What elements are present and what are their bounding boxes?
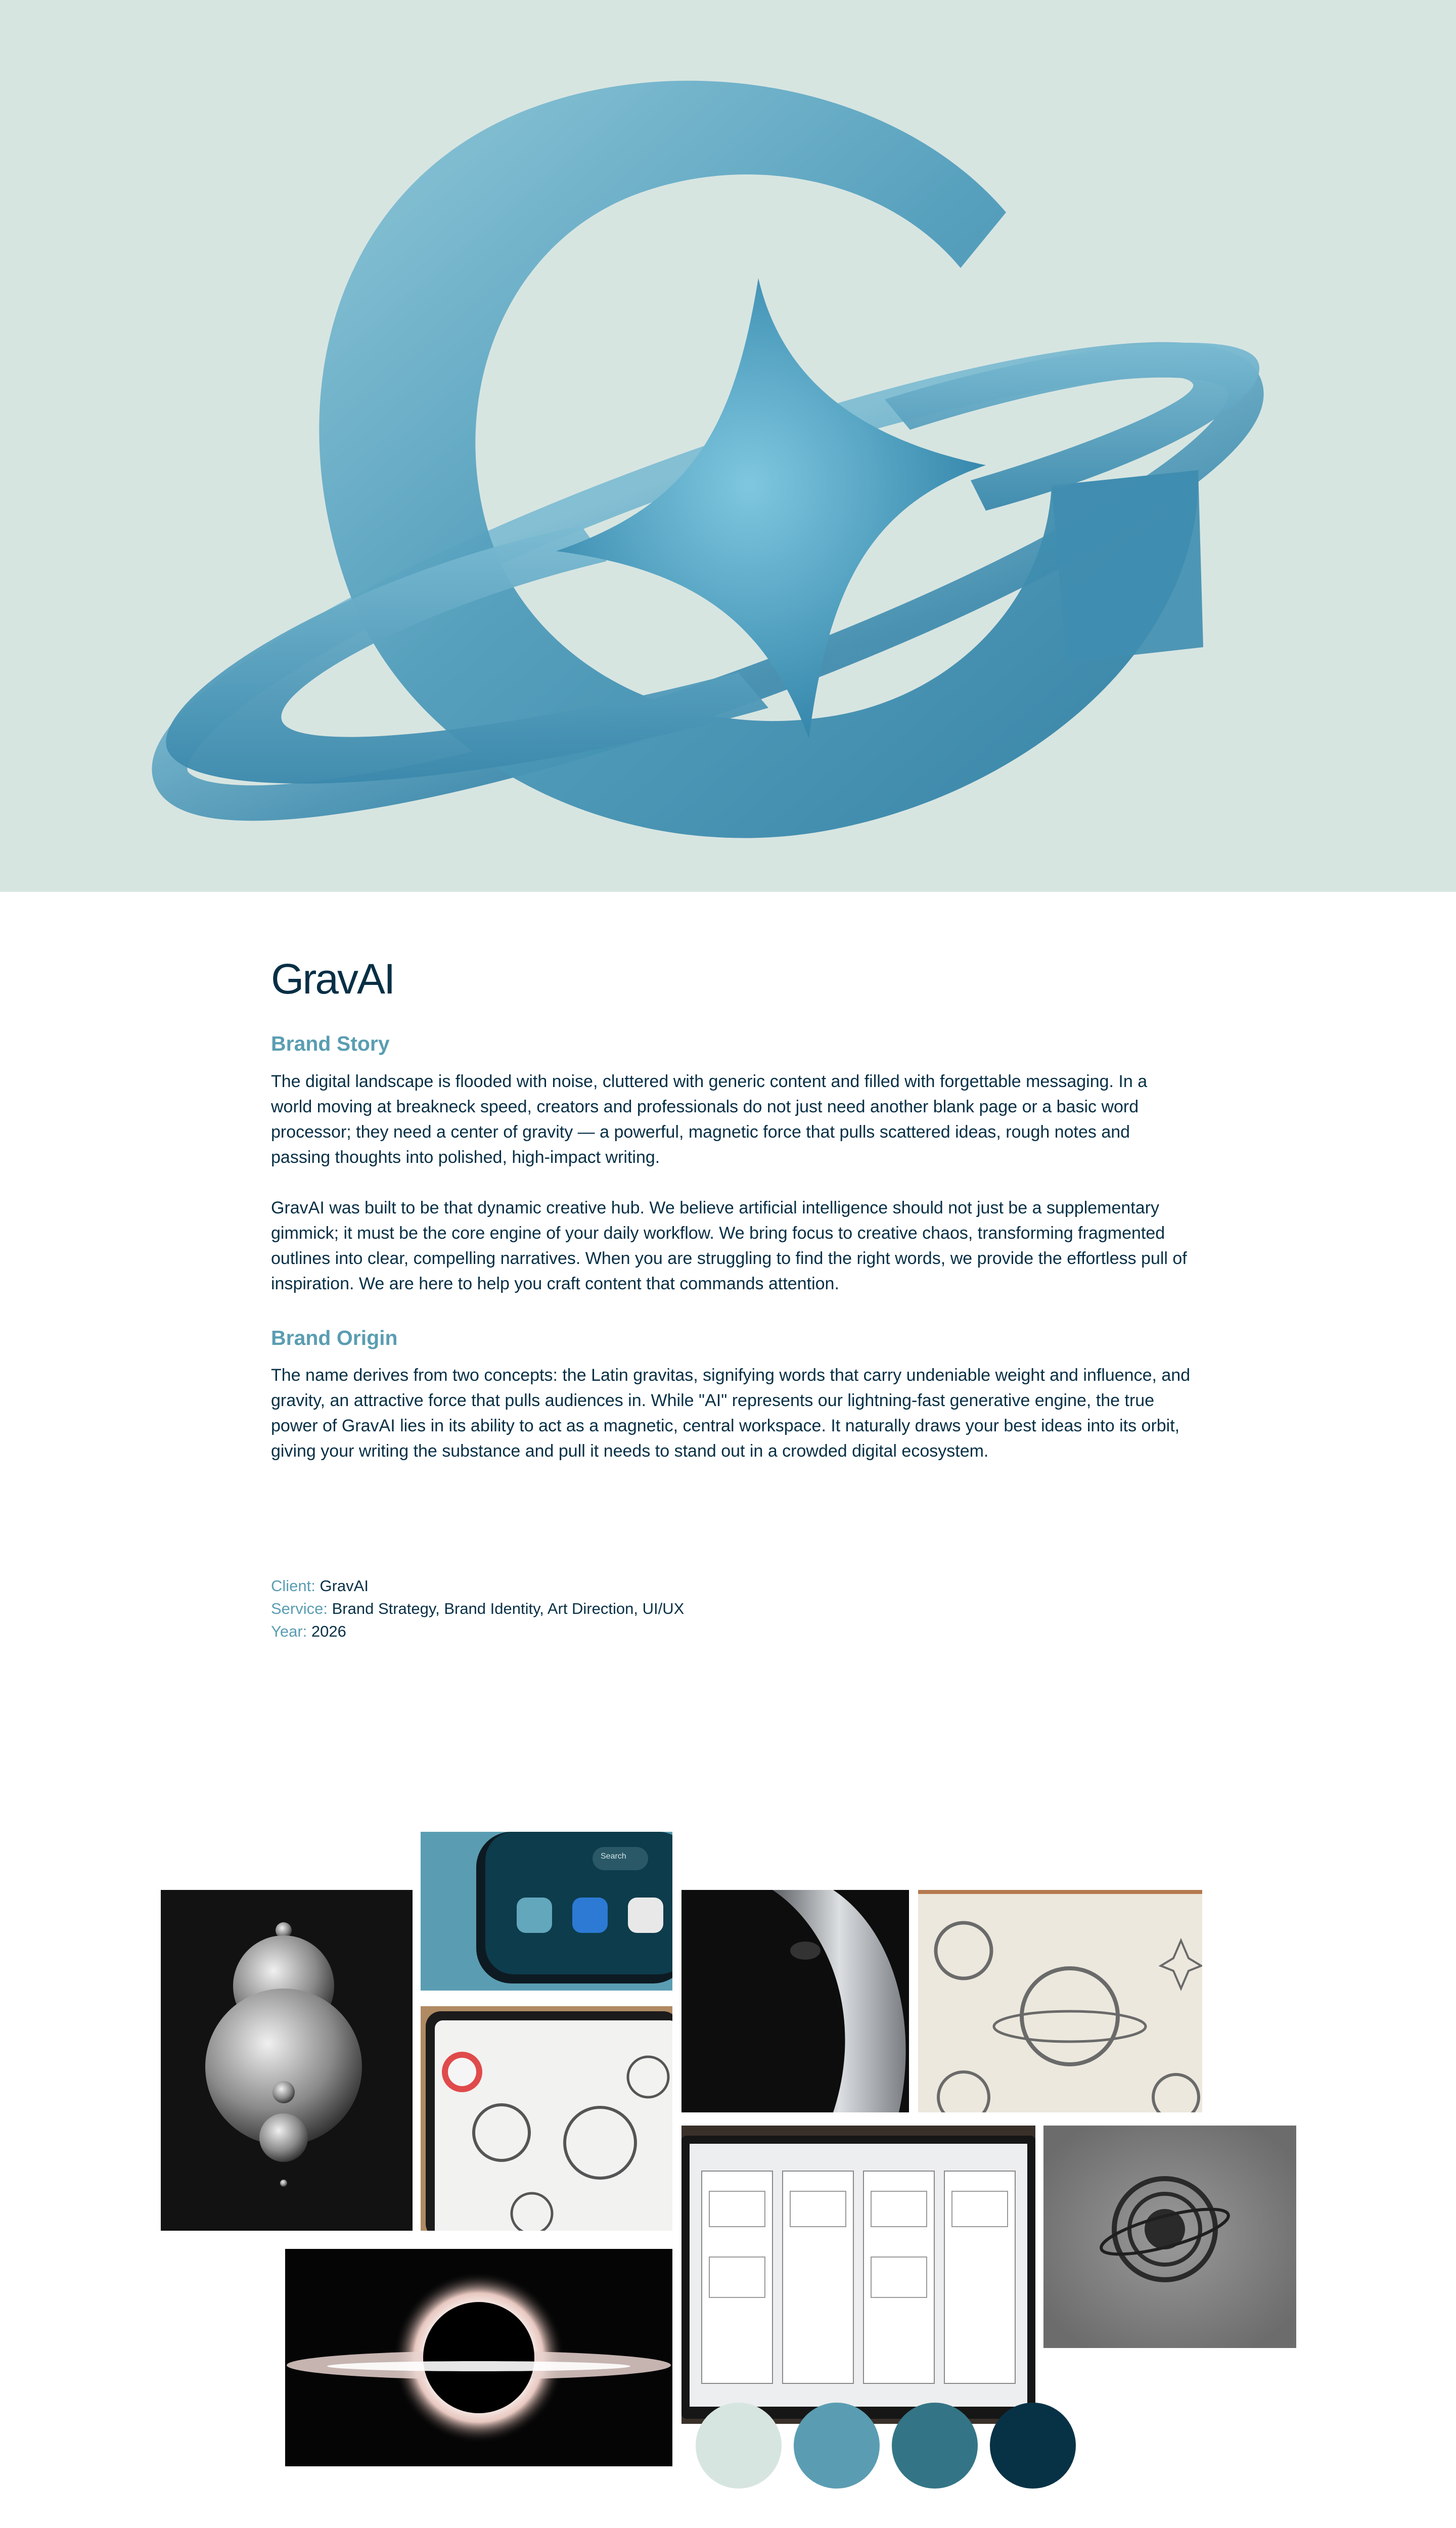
meta-client xyxy=(271,1574,684,1597)
palette-swatch-3 xyxy=(892,2403,978,2489)
palette-swatch-2 xyxy=(794,2403,880,2489)
hero-image xyxy=(0,0,1456,892)
gallery-ipad-sketch xyxy=(421,2006,672,2231)
brand-story-paragraph-1: The digital landscape is flooded with noise, cluttered with generic content and filled with forgettable messaging. In a world moving at breakneck speed, creators and professionals do not just need another blank page or a basic word processor; they need a center of gravity — a powerful, magnetic force that pulls scattered ideas, rough notes and passing thoughts into polished, high-impact writing. xyxy=(271,1071,1148,1167)
gallery-metal-ring xyxy=(681,1890,909,2112)
gravai-logo-3d-render xyxy=(0,0,1456,892)
brand-origin-heading: Brand Origin xyxy=(271,1326,398,1349)
phone-search-pill-label: Search xyxy=(601,1852,626,1861)
engraved-plate-image xyxy=(1043,2126,1296,2348)
brand-title: GravAI xyxy=(271,955,394,1003)
meta-year-label: Year: xyxy=(271,1622,307,1640)
gallery-laptop-wireframes xyxy=(681,2126,1035,2424)
meta-year xyxy=(271,1620,684,1643)
meta-client-value: GravAI xyxy=(320,1577,369,1595)
gallery-phone-dock xyxy=(421,1832,672,1991)
gallery-planet-spheres xyxy=(161,1890,413,2231)
palette-swatch-1 xyxy=(696,2403,782,2489)
laptop-wireframes-image xyxy=(681,2126,1035,2424)
palette-swatch-4 xyxy=(990,2403,1076,2489)
gallery-engraved-plate xyxy=(1043,2126,1296,2348)
paper-sketches-image xyxy=(918,1890,1202,2112)
metal-ring-image xyxy=(681,1890,909,2112)
meta-year-value: 2026 xyxy=(311,1622,346,1640)
gallery-black-hole xyxy=(285,2249,672,2466)
project-meta xyxy=(271,1574,684,1643)
meta-client-label: Client: xyxy=(271,1577,315,1595)
case-study-content xyxy=(271,956,1191,1464)
phone-dock-image xyxy=(421,1832,672,1991)
ipad-sketch-image xyxy=(421,2006,672,2231)
meta-service-label: Service: xyxy=(271,1600,328,1617)
meta-service xyxy=(271,1597,684,1620)
brand-story-paragraph-2: GravAI was built to be that dynamic creative hub. We believe artificial intelligence should not just be a supplementary gimmick; it must be the core engine of your daily workflow. We bring focus to creative chaos, transforming fragmented outlines into clear, compelling narratives. When you are struggling to find the right words, we provide the effortless pull of inspiration. We are here to help you craft content that commands attention. xyxy=(271,1198,1187,1293)
brand-story-heading: Brand Story xyxy=(271,1032,390,1056)
gallery-paper-sketches xyxy=(918,1890,1202,2112)
brand-origin-paragraph: The name derives from two concepts: the Latin gravitas, signifying words that carry undeniable weight and influence, and gravity, an attractive force that pulls audiences in. While "AI" represents our lightning-fast generative engine, the true power of GravAI lies in its ability to act as a magnetic, central workspace. It naturally draws your best ideas into its orbit, giving your writing the substance and pull it needs to stand out in a crowded digital ecosystem. xyxy=(271,1365,1191,1461)
meta-service-value: Brand Strategy, Brand Identity, Art Direction, UI/UX xyxy=(332,1600,685,1617)
planet-spheres-image xyxy=(161,1890,413,2231)
black-hole-image xyxy=(285,2249,672,2466)
